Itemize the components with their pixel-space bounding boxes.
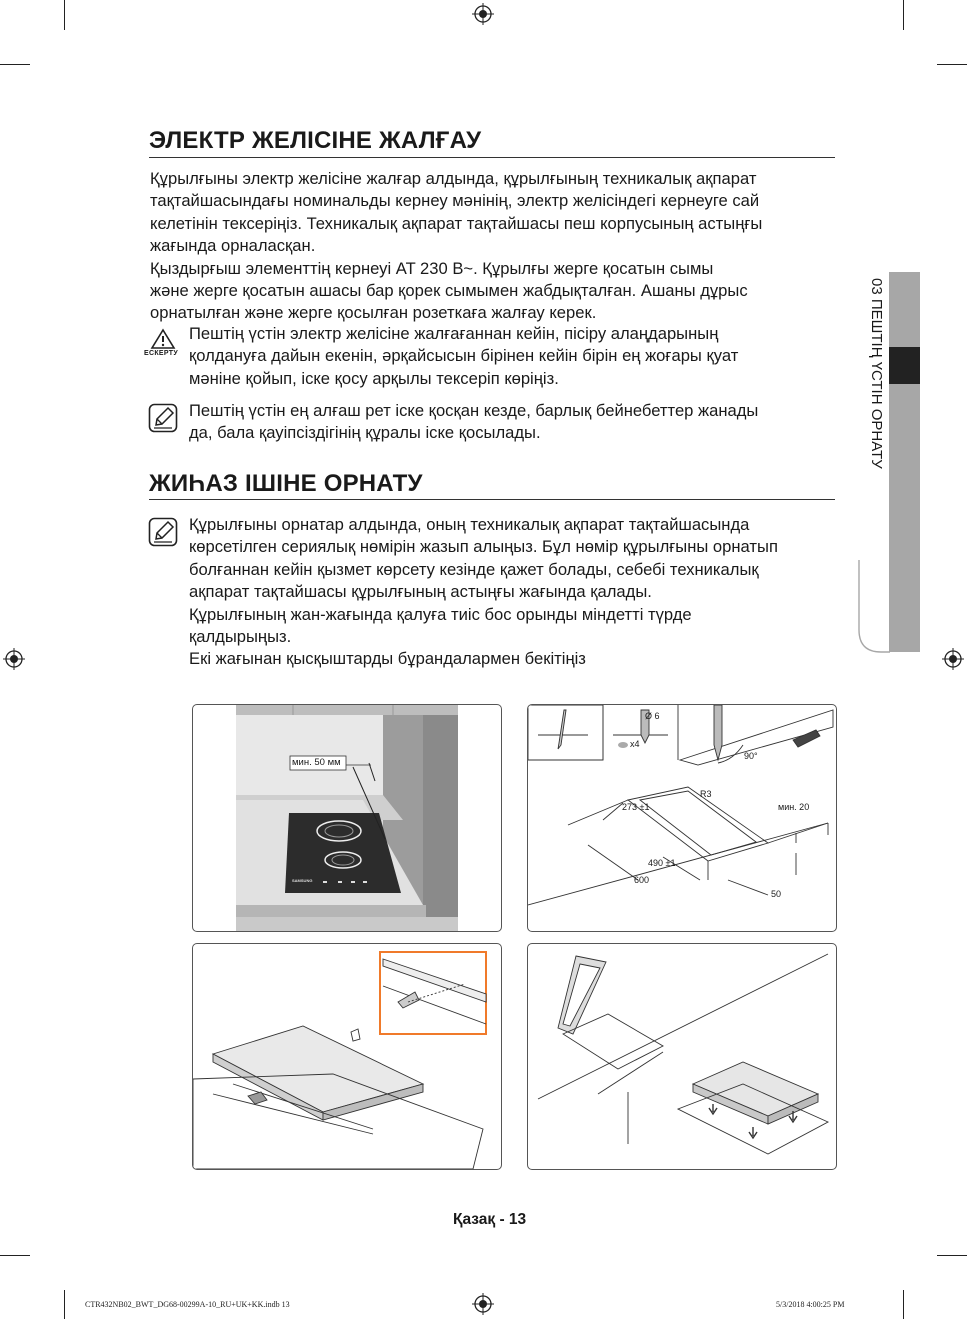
figure-dimensions xyxy=(527,704,837,932)
registration-mark-icon xyxy=(472,1293,494,1315)
radius-label: R3 xyxy=(700,789,712,799)
width-label: 273 ±1 xyxy=(622,802,650,812)
section-title-electrical: ЭЛЕКТР ЖЕЛІСІНЕ ЖАЛҒАУ xyxy=(149,127,482,154)
title-rule xyxy=(149,499,835,500)
registration-mark-icon xyxy=(942,648,964,670)
side-tab-curve xyxy=(857,560,890,653)
crop-mark xyxy=(903,0,904,30)
min-gap-label: мин. 20 xyxy=(778,802,810,812)
crop-mark xyxy=(903,1290,904,1319)
text-line: да, бала қауіпсіздігінің құралы іске қосылады. xyxy=(189,423,541,443)
text-line: Құрылғының жан-жағында қалуға тиіс бос орынды міндетті түрде xyxy=(189,604,692,624)
footer-file-name: CTR432NB02_BWT_DG68-00299A-10_RU+UK+KK.indb 13 xyxy=(85,1300,290,1309)
text-line: Құрылғыны электр желісіне жалғар алдында, құрылғының техникалық ақпарат xyxy=(150,169,757,188)
crop-mark xyxy=(64,0,65,30)
text-line: ақпарат тақтайшасы құрылғының астыңғы жағында қалады. xyxy=(189,582,652,602)
crop-mark xyxy=(0,64,30,65)
angle-label: 90° xyxy=(744,751,758,761)
side-tab-label: 03 ПЕШТІҢ ҮСТІН ОРНАТУ xyxy=(868,278,885,469)
text-line: Екі жағынан қысқыштарды бұрандалармен бекітіңіз xyxy=(189,649,586,669)
text-line: жағында орналасқан. xyxy=(150,236,316,256)
electrical-paragraph xyxy=(150,168,840,325)
side-tab-marker xyxy=(889,347,920,384)
warning-label: ЕСКЕРТУ xyxy=(144,350,178,357)
text-line: қолдануға дайын екенін, әрқайсысын бірінен кейін бірін ең жоғары қуат xyxy=(189,346,739,366)
text-line: мәніне қойып, іске қосу арқылы тексеріп көріңіз. xyxy=(189,368,559,388)
registration-mark-icon xyxy=(3,648,25,670)
section-title-installation: ЖИҺАЗ ІШІНЕ ОРНАТУ xyxy=(149,470,423,497)
figure-placement xyxy=(527,943,837,1170)
page-number: Қазақ - 13 xyxy=(453,1211,527,1228)
text-line: тақтайшасындағы номинальды кернеу мәнінің, электр желісіндегі кернеуге сай xyxy=(150,191,760,211)
figure-clamps-illustration xyxy=(193,944,501,1169)
text-line: Құрылғыны орнатар алдында, оның техникалық ақпарат тақтайшасында xyxy=(189,515,750,534)
text-line: және жерге қосатын ашасы бар қорек сымымен жабдықталған. Ашаны дұрыс xyxy=(150,281,748,301)
text-line: Қыздырғыш элементтің кернеуі AT 230 В~. Құрылғы жерге қосатын сымы xyxy=(150,258,714,278)
brand-label: SAMSUNG xyxy=(292,878,313,883)
figure-dimensions-illustration xyxy=(528,705,836,931)
text-line: көрсетілген сериялық нөмірін жазып алыңыз. Бұл нөмір құрылғыны орнатып xyxy=(189,537,778,557)
depth-label: 490 ±1 xyxy=(648,858,676,868)
drill-diameter-label: Ø 6 xyxy=(645,711,660,721)
figure-clearance-illustration xyxy=(193,705,501,931)
text-line: болғаннан кейін қызмет көрсету кезінде қажет болады, себебі техникалық xyxy=(189,559,759,579)
warning-triangle-icon xyxy=(150,328,176,350)
registration-mark-icon xyxy=(472,3,494,25)
crop-mark xyxy=(64,1290,65,1319)
figure-placement-illustration xyxy=(528,944,836,1169)
text-line: Пештің үстін электр желісіне жалғағаннан кейін, пісіру алаңдарының xyxy=(189,324,719,343)
length-label: 600 xyxy=(634,875,650,885)
figure-clearance xyxy=(192,704,502,932)
crop-mark xyxy=(937,1255,967,1256)
text-line: келетінін тексеріңіз. Техникалық ақпарат тақтайшасы пеш корпусының астыңғы xyxy=(150,213,763,233)
drill-count-label: x4 xyxy=(630,739,640,749)
footer-timestamp: 5/3/2018 4:00:25 PM xyxy=(776,1300,845,1309)
side-tab xyxy=(889,272,920,652)
crop-mark xyxy=(0,1255,30,1256)
note-text xyxy=(189,400,839,445)
warning-text xyxy=(189,323,839,390)
figure-clamps xyxy=(192,943,502,1170)
text-line: орнатылған және жерге қосылған розеткаға жалғау керек. xyxy=(150,303,597,323)
crop-mark xyxy=(937,64,967,65)
installation-text xyxy=(189,514,854,671)
text-line: Пештің үстін ең алғаш рет іске қосқан кезде, барлық бейнебеттер жанады xyxy=(189,401,759,420)
note-icon xyxy=(148,403,178,433)
note-icon xyxy=(148,517,178,547)
edge-label: 50 xyxy=(771,889,782,899)
text-line: қалдырыңыз. xyxy=(189,627,292,647)
title-rule xyxy=(149,157,835,158)
clearance-label: мин. 50 мм xyxy=(292,757,341,768)
